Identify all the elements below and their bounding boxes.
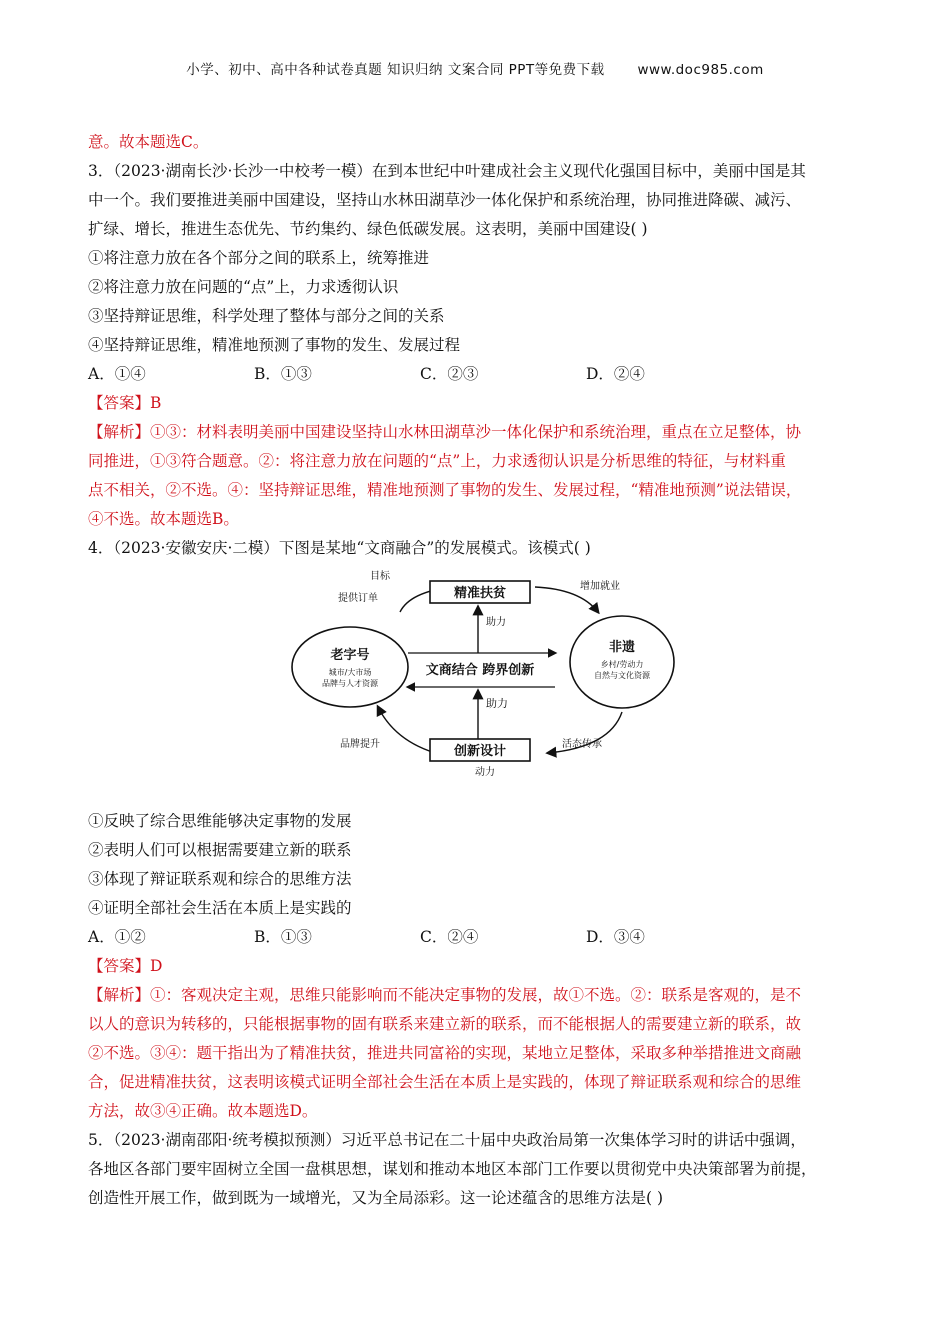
question-3: [88, 157, 868, 534]
header-text: 小学、初中、高中各种试卷真题 知识归纳 文案合同 PPT等免费下载: [186, 62, 605, 78]
q4-option: ①反映了综合思维能够决定事物的发展: [88, 812, 352, 830]
arc-top-left-label: 提供订单: [338, 593, 378, 604]
q4-choice-b: B．①③: [254, 928, 312, 946]
left-circle-sub1: 城市/大市场: [328, 668, 372, 677]
top-label: 目标: [370, 571, 390, 582]
q4-analysis-line: 【解析】①：客观决定主观，思维只能影响而不能决定事物的发展，故①不选。②：联系是客观的，是不: [88, 986, 802, 1004]
left-circle-title: 老字号: [330, 648, 370, 663]
arc-top-right-label: 增加就业: [580, 581, 620, 592]
q3-option: ④坚持辩证思维，精准地预测了事物的发生、发展过程: [88, 336, 461, 354]
q4-option: ②表明人们可以根据需要建立新的联系: [88, 841, 352, 859]
upper-arrow-label: 助力: [486, 617, 506, 628]
document-body: [88, 128, 868, 1213]
diagram-svg: [280, 567, 700, 803]
center-text: 文商结合 跨界创新: [425, 663, 535, 678]
q3-choice-a: A．①④: [88, 365, 146, 383]
q3-choices: [88, 360, 868, 389]
q3-stem-line: 中一个。我们要推进美丽中国建设，坚持山水林田湖草沙一体化保护和系统治理，协同推进降碳、减污、: [88, 191, 802, 209]
q3-analysis-line: 同推进，①③符合题意。②：将注意力放在问题的“点”上，力求透彻认识是分析思维的特征，与材料重: [88, 452, 786, 470]
q4-answer: 【答案】D: [88, 957, 163, 975]
q4-choice-c: C．②④: [420, 928, 479, 946]
q4-choices: [88, 923, 868, 952]
q4-analysis-line: 以人的意识为转移的，只能根据事物的固有联系来建立新的联系，而不能根据人的需要建立新的联系，故: [88, 1015, 802, 1033]
top-box-text: 精准扶贫: [453, 586, 507, 601]
q3-option: ③坚持辩证思维，科学处理了整体与部分之间的关系: [88, 307, 445, 325]
q4-option: ④证明全部社会生活在本质上是实践的: [88, 899, 352, 917]
right-circle-sub2: 自然与文化资源: [594, 671, 650, 680]
q4-analysis-line: 方法，故③④正确。故本题选D。: [88, 1102, 318, 1120]
q4-option: ③体现了辩证联系观和综合的思维方法: [88, 870, 352, 888]
prev-answer-tail: 意。故本题选C。: [88, 133, 209, 151]
q5-stem-line: 各地区各部门要牢固树立全国一盘棋思想，谋划和推动本地区本部门工作要以贯彻党中央决策部署为前提，: [88, 1160, 817, 1178]
right-circle-title: 非遗: [608, 640, 636, 655]
culture-commerce-diagram: [88, 567, 868, 807]
right-circle-sub1: 乡村/劳动力: [600, 660, 644, 669]
header-url[interactable]: www.doc985.com: [637, 62, 764, 78]
q3-stem-line: 3．（2023·湖南长沙·长沙一中校考一模）在到本世纪中叶建成社会主义现代化强国目标中，美丽中国是其: [88, 162, 806, 180]
bottom-box-text: 创新设计: [453, 744, 507, 759]
q4-choice-a: A．①②: [88, 928, 146, 946]
q3-analysis-line: 【解析】①③：材料表明美丽中国建设坚持山水林田湖草沙一体化保护和系统治理，重点在立足整体，协: [88, 423, 802, 441]
arc-bottom-left-label: 品牌提升: [340, 739, 380, 750]
q3-choice-d: D．②④: [586, 365, 645, 383]
q5-stem-line: 5．（2023·湖南邵阳·统考模拟预测）习近平总书记在二十届中央政治局第一次集体学习时的讲话中强调，: [88, 1131, 806, 1149]
bottom-label: 动力: [475, 767, 495, 778]
q3-option: ②将注意力放在问题的“点”上，力求透彻认识: [88, 278, 399, 296]
question-5: [88, 1126, 868, 1213]
arc-bottom-right-label: 活态传承: [562, 739, 602, 750]
q3-choice-c: C．②③: [420, 365, 479, 383]
question-4: [88, 534, 868, 1126]
q3-answer: 【答案】B: [88, 394, 162, 412]
q3-option: ①将注意力放在各个部分之间的联系上，统筹推进: [88, 249, 430, 267]
lower-arrow-label: 助力: [486, 697, 508, 710]
q4-analysis-line: ②不选。③④：题干指出为了精准扶贫，推进共同富裕的实现，某地立足整体，采取多种举措推进文商融: [88, 1044, 802, 1062]
q3-choice-b: B．①③: [254, 365, 312, 383]
q4-analysis-line: 合，促进精准扶贫，这表明该模式证明全部社会生活在本质上是实践的，体现了辩证联系观和综合的思维: [88, 1073, 802, 1091]
left-circle-sub2: 品牌与人才资源: [322, 679, 378, 688]
q3-analysis-line: ④不选。故本题选B。: [88, 510, 239, 528]
q3-stem-line: 扩绿、增长，推进生态优先、节约集约、绿色低碳发展。这表明，美丽中国建设( ): [88, 220, 648, 238]
page-header: [0, 58, 950, 78]
q5-stem-line: 创造性开展工作，做到既为一域增光，又为全局添彩。这一论述蕴含的思维方法是( ): [88, 1189, 664, 1207]
left-circle: [292, 627, 408, 707]
q4-choice-d: D．③④: [586, 928, 645, 946]
q3-analysis-line: 点不相关，②不选。④：坚持辩证思维，精准地预测了事物的发生、发展过程，“精准地预测”说法错误，: [88, 481, 802, 499]
q4-stem: 4．（2023·安徽安庆·二模）下图是某地“文商融合”的发展模式。该模式( ): [88, 539, 591, 557]
